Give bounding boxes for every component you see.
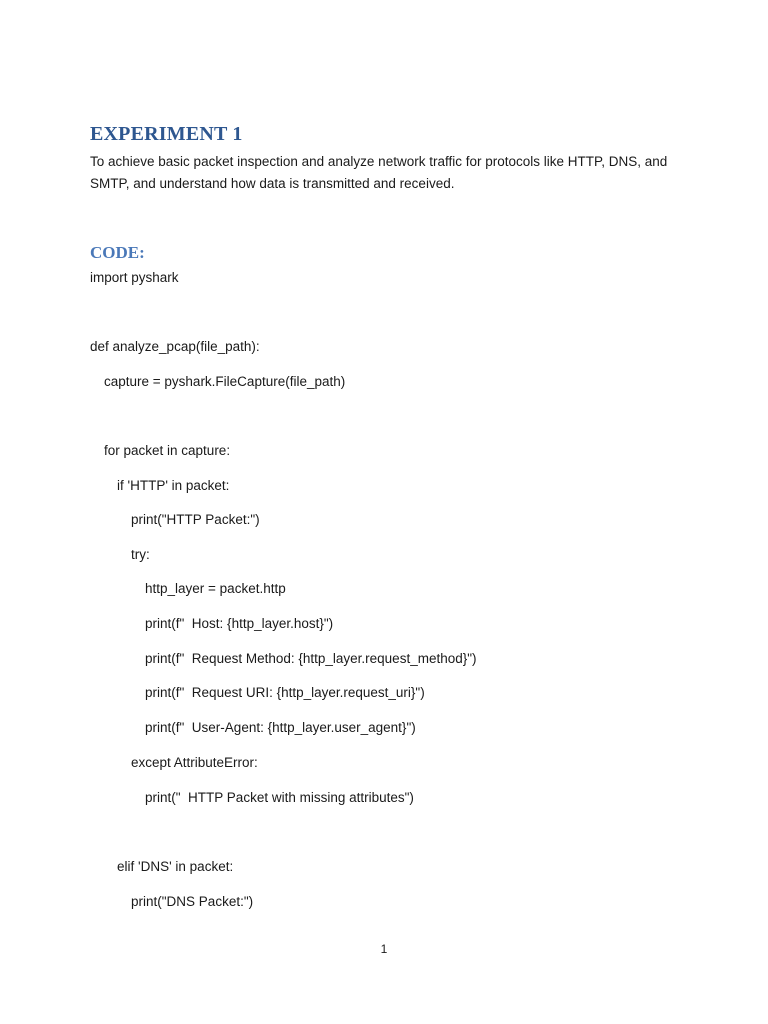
code-line: print("HTTP Packet:") bbox=[131, 512, 260, 527]
aim-paragraph: To achieve basic packet inspection and analyze network traffic for protocols like HTTP, DNS, and SMTP, and understand how data is transmitted and received. bbox=[90, 154, 668, 191]
code-line: try: bbox=[131, 547, 150, 562]
code-line: print(" HTTP Packet with missing attributes") bbox=[145, 790, 414, 805]
code-heading: CODE: bbox=[90, 243, 145, 262]
code-line: for packet in capture: bbox=[104, 443, 231, 458]
code-line: print(f" User-Agent: {http_layer.user_agent}") bbox=[145, 720, 416, 735]
experiment-title: EXPERIMENT 1 bbox=[90, 123, 243, 145]
code-line: def analyze_pcap(file_path): bbox=[90, 339, 260, 354]
code-line: capture = pyshark.FileCapture(file_path) bbox=[104, 374, 346, 389]
code-line: except AttributeError: bbox=[131, 755, 258, 770]
code-line: print(f" Request Method: {http_layer.request_method}") bbox=[145, 651, 477, 666]
code-line: http_layer = packet.http bbox=[145, 581, 286, 596]
code-line: if 'HTTP' in packet: bbox=[117, 478, 230, 493]
code-line: print(f" Host: {http_layer.host}") bbox=[145, 616, 334, 631]
code-line: print("DNS Packet:") bbox=[131, 894, 254, 909]
code-line: elif 'DNS' in packet: bbox=[117, 859, 234, 874]
page-number: 1 bbox=[380, 942, 388, 956]
code-line: print(f" Request URI: {http_layer.request_uri}") bbox=[145, 685, 425, 700]
code-line: import pyshark bbox=[90, 270, 179, 285]
